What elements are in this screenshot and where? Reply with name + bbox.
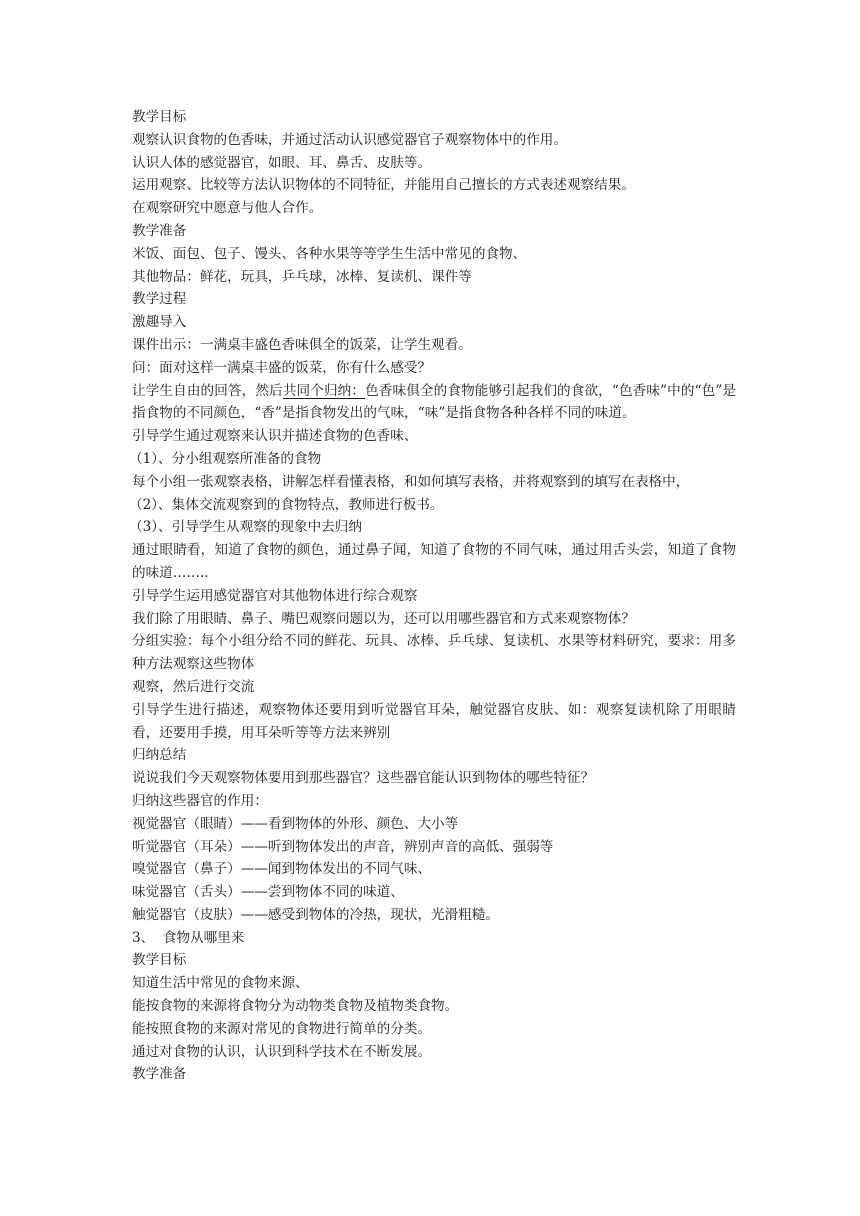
subheading-summary: 归纳总结 (132, 747, 187, 764)
paragraph-text: 让学生自由的回答，然后 (132, 382, 283, 399)
document-body (129, 106, 737, 1086)
section-title: 3、 食物从哪里来 (132, 929, 245, 946)
text-line: 米饭、面包、包子、馒头、各种水果等等学生生活中常见的食物、 (132, 245, 527, 262)
subheading-intro: 激趣导入 (132, 314, 187, 331)
observation-paragraph: 通过眼睛看，知道了食物的颜色，通过鼻子闻，知道了食物的不同气味，通过用舌头尝，知道了食物的味道…….. (132, 542, 736, 581)
text-line: 我们除了用眼睛、鼻子、嘴巴观察问题以为，还可以用哪些器官和方式来观察物体？ (132, 610, 635, 627)
text-line: （2）、集体交流观察到的食物特点，教师进行板书。 (129, 496, 444, 513)
text-line: 引导学生运用感觉器官对其他物体进行综合观察 (132, 587, 418, 604)
summary-paragraph (132, 380, 736, 426)
text-line: 问：面对这样一满桌丰盛的饭菜，你有什么感受？ (132, 359, 432, 376)
text-line: 运用观察、比较等方法认识物体的不同特征，并能用自己擅长的方式表述观察结果。 (132, 177, 635, 194)
text-line: 认识人体的感觉器官，如眼、耳、鼻舌、皮肤等。 (132, 154, 432, 171)
list-item: 视觉器官（眼睛）——看到物体的外形、颜色、大小等 (132, 815, 459, 832)
text-line: 观察，然后进行交流 (132, 678, 255, 695)
description-paragraph: 引导学生进行描述，观察物体还要用到听觉器官耳朵，触觉器官皮肤、如：观察复读机除了用眼睛看，还要用手摸，用耳朵听等等方法来辨别 (132, 701, 736, 741)
text-line: 引导学生通过观察来认识并描述食物的色香味、 (132, 428, 418, 445)
text-line: 能按照食物的来源对常见的食物进行简单的分类。 (132, 1020, 432, 1037)
text-line: （1）、分小组观察所准备的食物 (129, 450, 322, 467)
heading-teaching-goals: 教学目标 (132, 109, 187, 125)
text-line: 其他物品：鲜花，玩具，乒乓球，冰棒、复读机、课件等 (132, 268, 472, 285)
heading-teaching-process: 教学过程 (132, 291, 187, 308)
text-line: 课件出示：一满桌丰盛色香味俱全的饭菜，让学生观看。 (132, 336, 472, 353)
list-item: 味觉器官（舌头）——尝到物体不同的味道、 (132, 884, 404, 901)
text-line: 每个小组一张观察表格，讲解怎样看懂表格，和如何填写表格，并将观察到的填写在表格中， (132, 473, 690, 490)
list-item: 听觉器官（耳朵）——听到物体发出的声音，辨别声音的高低、强弱等 (132, 838, 554, 855)
list-item: 触觉器官（皮肤）——感受到物体的冷热，现状，光滑粗糙。 (132, 906, 500, 923)
heading-teaching-goals: 教学目标 (132, 952, 187, 969)
experiment-paragraph: 分组实验：每个小组分给不同的鲜花、玩具、冰棒、乒乓球、复读机、水果等材料研究，要求：用多种方法观察这些物体 (132, 633, 736, 673)
text-line: 说说我们今天观察物体要用到那些器官？这些器官能认识到物体的哪些特征？ (132, 770, 595, 787)
paragraph-text: 色香味俱全的食物能够引起我们的食欲，“色香味”中的“色”是指食物的不同颜色，“香”是指食物发出的气味，“味”是指食物各种各样不同的味道。 (132, 382, 737, 422)
list-item: 嗅觉器官（鼻子）——闻到物体发出的不同气味、 (132, 861, 432, 878)
text-line: （3）、引导学生从观察的现象中去归纳 (129, 519, 362, 536)
text-line: 在观察研究中愿意与他人合作。 (132, 200, 323, 217)
text-line: 知道生活中常见的食物来源、 (132, 975, 309, 992)
text-line: 观察认识食物的色香味，并通过活动认识感觉器官子观察物体中的作用。 (132, 131, 567, 148)
text-line: 归纳这些器官的作用： (132, 792, 268, 809)
text-line: 通过对食物的认识，认识到科学技术在不断发展。 (132, 1043, 432, 1060)
underlined-text: 共同个归纳： (282, 382, 366, 399)
heading-teaching-prep: 教学准备 (132, 1066, 187, 1083)
heading-teaching-prep: 教学准备 (132, 222, 187, 239)
text-line: 能按食物的来源将食物分为动物类食物及植物类食物。 (132, 998, 459, 1015)
